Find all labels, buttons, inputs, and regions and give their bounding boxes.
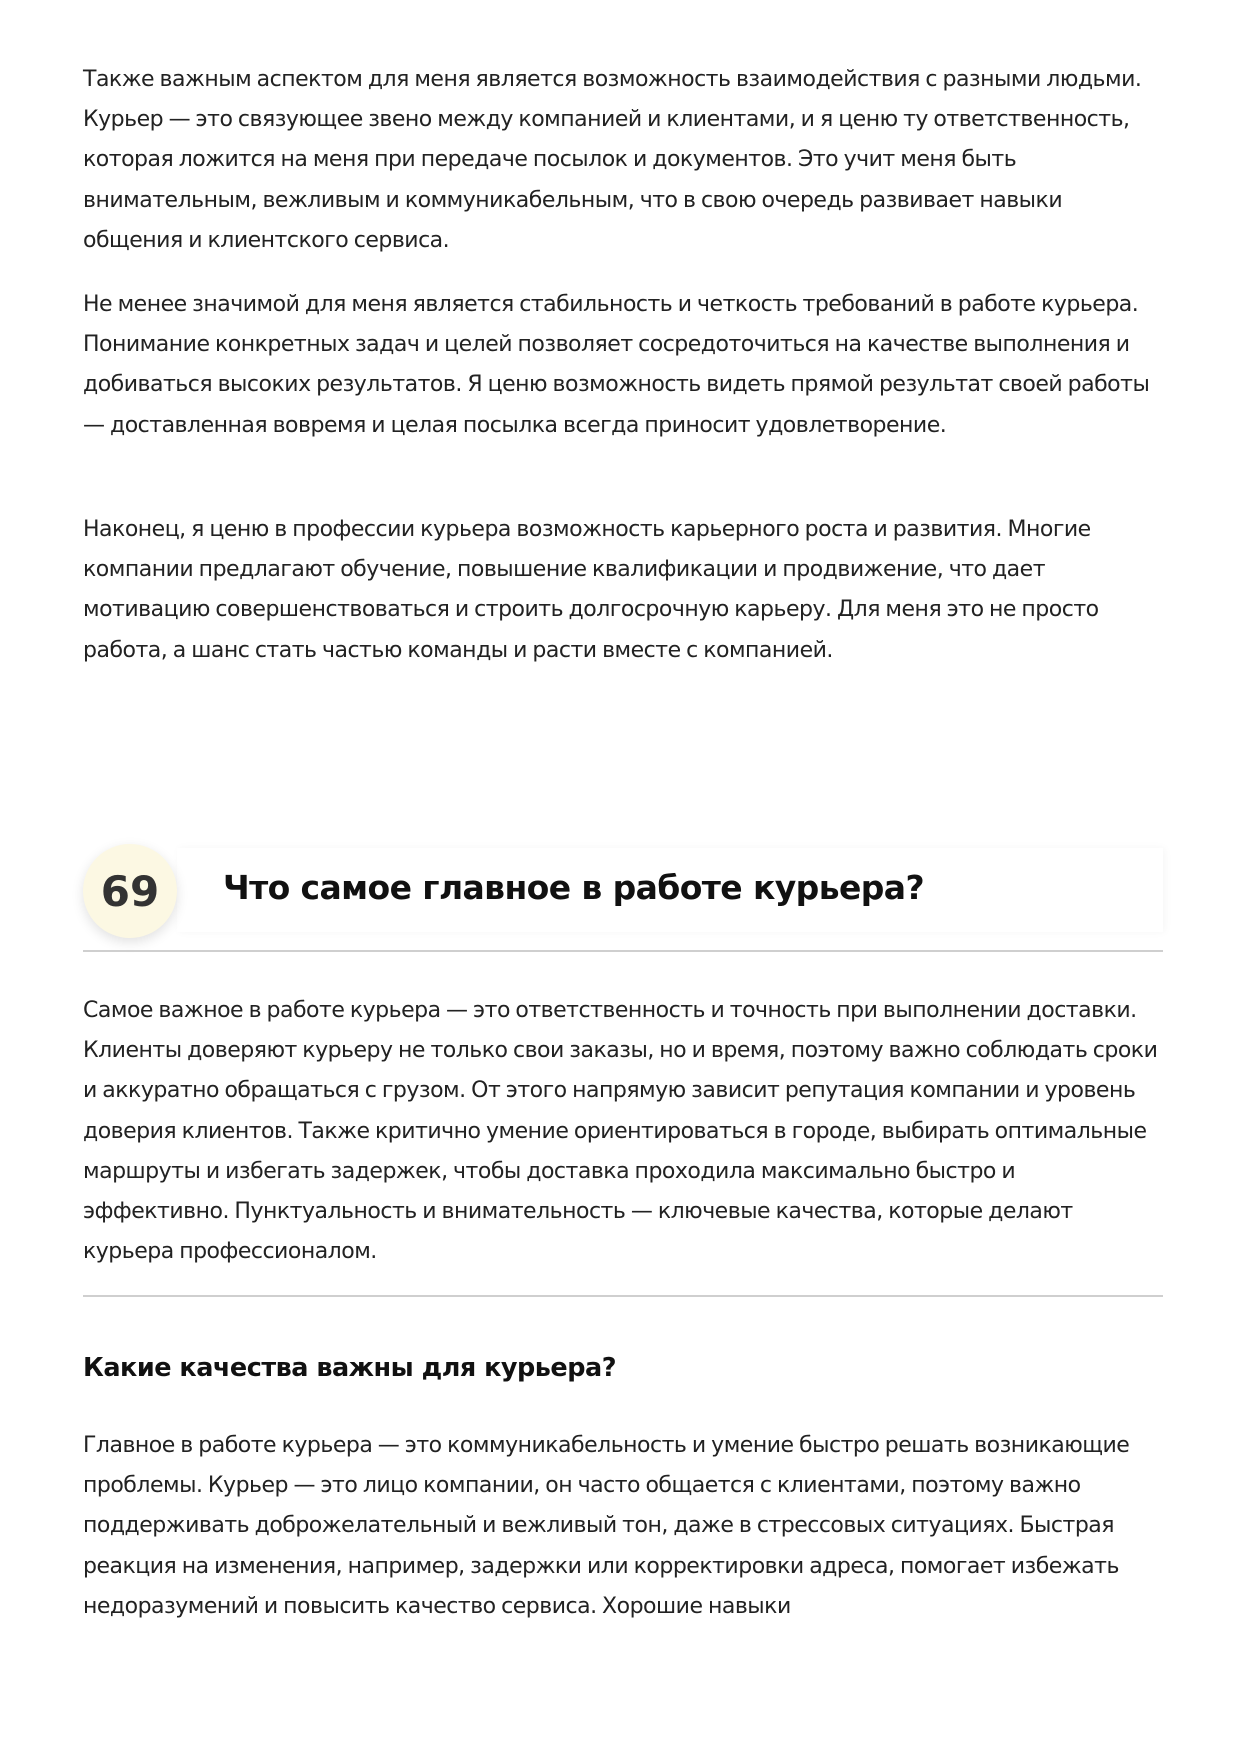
subsection-heading: Какие качества важны для курьера?	[83, 1353, 616, 1383]
header-divider	[83, 950, 1163, 952]
question-header	[83, 840, 1163, 954]
question-number: 69	[100, 866, 160, 916]
answer-paragraph: Самое важное в работе курьера — это ответственность и точность при выполнении доставки. Клиенты доверяют курьеру не только свои заказы, но и время, поэтому важно соблюдать сроки и аккуратно обращаться с грузом. От этого напрямую зависит репутация компании и уровень доверия клиентов. Также критично умение ориентироваться в городе, выбирать оптимальные маршруты и избегать задержек, чтобы доставка проходила максимально быстро и эффективно. Пунктуальность и внимательность — ключевые качества, которые делают курьера профессионалом.	[83, 998, 1158, 1265]
question-title: Что самое главное в работе курьера?	[223, 868, 924, 907]
answer-divider	[83, 1295, 1163, 1297]
intro-paragraph-1: Также важным аспектом для меня является возможность взаимодействия с разными людьми. Курьер — это связующее звено между компанией и клиентами, и я ценю ту ответственность, которая ложится на меня при передаче посылок и документов. Это учит меня быть внимательным, вежливым и коммуникабельным, что в свою очередь развивает навыки общения и клиентского сервиса.	[83, 67, 1142, 253]
question-number-badge	[83, 844, 177, 938]
intro-paragraph-3: Наконец, я ценю в профессии курьера возможность карьерного роста и развития. Многие компании предлагают обучение, повышение квалификации и продвижение, что дает мотивацию совершенствоваться и строить долгосрочную карьеру. Для меня это не просто работа, а шанс стать частью команды и расти вместе с компанией.	[83, 517, 1099, 663]
subsection-paragraph: Главное в работе курьера — это коммуникабельность и умение быстро решать возникающие проблемы. Курьер — это лицо компании, он часто общается с клиентами, поэтому важно поддерживать доброжелательный и вежливый тон, даже в стрессовых ситуациях. Быстрая реакция на изменения, например, задержки или корректировки адреса, помогает избежать недоразумений и повысить качество сервиса. Хорошие навыки	[83, 1433, 1130, 1619]
intro-paragraph-2: Не менее значимой для меня является стабильность и четкость требований в работе курьера. Понимание конкретных задач и целей позволяет сосредоточиться на качестве выполнения и добиваться высоких результатов. Я ценю возможность видеть прямой результат своей работы — доставленная вовремя и целая посылка всегда приносит удовлетворение.	[83, 292, 1150, 438]
